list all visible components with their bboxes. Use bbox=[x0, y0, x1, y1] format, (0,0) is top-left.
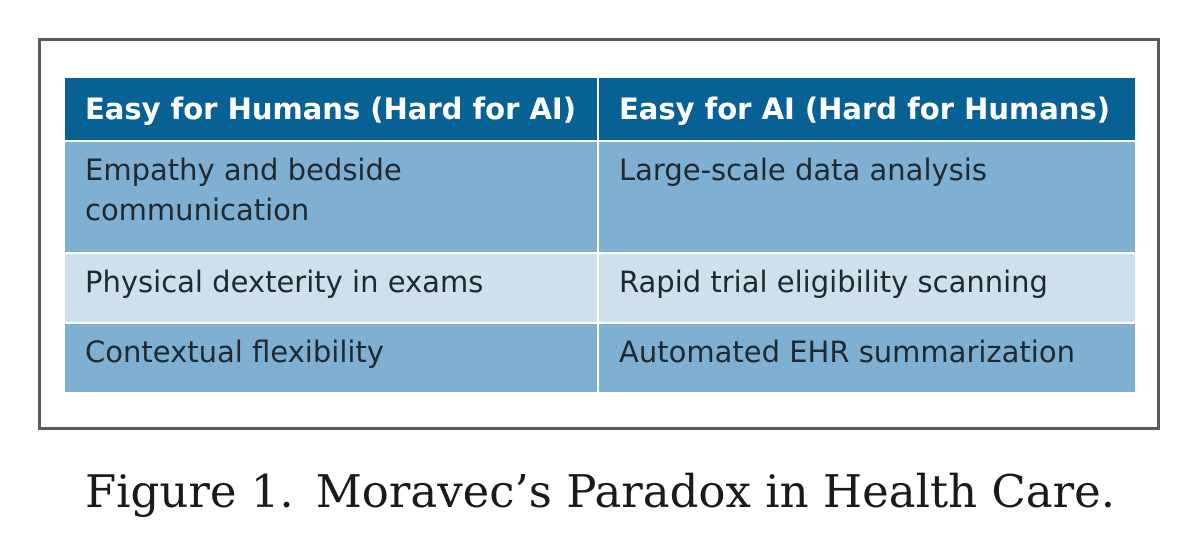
figure-title: Moravec’s Paradox in Health Care. bbox=[315, 465, 1116, 518]
comparison-table bbox=[65, 78, 1135, 392]
table-cell-row3-humans: Contextual flexibility bbox=[65, 324, 597, 392]
table-cell-row1-ai: Large-scale data analysis bbox=[599, 142, 1135, 252]
table-header-ai: Easy for AI (Hard for Humans) bbox=[599, 78, 1135, 140]
table-cell-row2-humans: Physical dexterity in exams bbox=[65, 254, 597, 322]
table-cell-row3-ai: Automated EHR summarization bbox=[599, 324, 1135, 392]
figure-number: Figure 1. bbox=[84, 465, 294, 518]
table-cell-row1-humans: Empathy and bedside communication bbox=[65, 142, 597, 252]
table-header-humans: Easy for Humans (Hard for AI) bbox=[65, 78, 597, 140]
table-cell-row2-ai: Rapid trial eligibility scanning bbox=[599, 254, 1135, 322]
figure-caption bbox=[0, 462, 1200, 522]
